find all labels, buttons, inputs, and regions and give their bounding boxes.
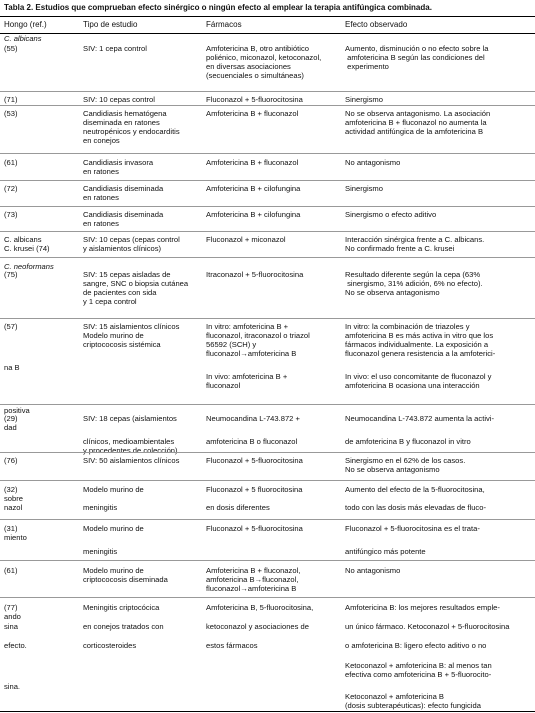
cell-efecto: No se observa antagonismo. La asociación amfotericina B + fluconazol no aumenta la actividad antifúngica de la amfotericina B	[345, 109, 491, 137]
row-divider	[0, 480, 535, 481]
cell-farmacos: Amfotericina B + cilofungina	[206, 184, 301, 193]
cell-farmacos: Amfotericina B + fluconazol	[206, 109, 299, 118]
cell-tipo: meningitis	[83, 547, 118, 556]
cell-hongo: efecto.	[4, 641, 27, 650]
cell-farmacos: Amfotericina B, 5-fluorocitosina,	[206, 603, 314, 612]
cell-farmacos: Fluconazol + miconazol	[206, 235, 286, 244]
cell-efecto: Sinergismo	[345, 95, 383, 104]
cell-farmacos: estos fármacos	[206, 641, 258, 650]
row-divider	[0, 452, 535, 453]
row-divider	[0, 519, 535, 520]
cell-hongo: (32) sobre	[4, 485, 23, 504]
cell-efecto: No antagonismo	[345, 158, 401, 167]
cell-efecto: Fluconazol + 5-fluorocitosina es el trata-	[345, 524, 480, 533]
cell-efecto: Sinergismo en el 62% de los casos. No se observa antagonismo	[345, 456, 466, 475]
cell-hongo: (55)	[4, 44, 18, 53]
cell-efecto: Sinergismo o efecto aditivo	[345, 210, 437, 219]
row-divider	[0, 180, 535, 181]
cell-efecto: antifúngico más potente	[345, 547, 426, 556]
cell-hongo: (77) ando	[4, 603, 21, 622]
cell-farmacos: ketoconazol y asociaciones de	[206, 622, 310, 631]
cell-tipo: Modelo murino de criptococosis diseminada	[83, 566, 168, 585]
cell-efecto: Sinergismo	[345, 184, 383, 193]
cell-efecto: de amfotericina B y fluconazol in vitro	[345, 437, 471, 446]
row-divider	[0, 597, 535, 598]
cell-farmacos: Amfotericina B + fluconazol	[206, 158, 299, 167]
cell-hongo: (76)	[4, 456, 18, 465]
cell-efecto: o amfotericina B: ligero efecto aditivo o no	[345, 641, 487, 650]
cell-tipo: Meningitis criptocócica	[83, 603, 160, 612]
cell-hongo: nazol	[4, 503, 23, 512]
row-divider	[0, 153, 535, 154]
row-divider	[0, 404, 535, 405]
cell-hongo: (29) dad	[4, 414, 18, 433]
row-divider	[0, 231, 535, 232]
cell-farmacos: Fluconazol + 5 fluorocitosina	[206, 485, 303, 494]
cell-farmacos: In vitro: amfotericina B + fluconazol, itraconazol o triazol 56592 (SCH) y fluconazol→amfotericina B	[206, 322, 310, 359]
cell-farmacos: Fluconazol + 5-fluorocitosina	[206, 524, 303, 533]
cell-efecto: Ketoconazol + amfotericina B: al menos tan efectiva como amfotericina B + 5-fluorocito-	[345, 661, 492, 680]
cell-efecto: todo con las dosis más elevadas de fluco-	[345, 503, 486, 512]
cell-hongo: (31) miento	[4, 524, 27, 543]
cell-efecto: In vivo: el uso concomitante de fluconazol y amfotericina B ocasiona una interacción	[345, 372, 492, 391]
cell-farmacos: en dosis diferentes	[206, 503, 270, 512]
cell-farmacos: In vivo: amfotericina B + fluconazol	[206, 372, 288, 391]
cell-efecto: Aumento, disminución o no efecto sobre la amfotericina B según las condiciones del experimento	[345, 44, 489, 72]
cell-efecto: Neumocandina L-743.872 aumenta la activi-	[345, 414, 495, 423]
cell-tipo: Candidiasis invasora en ratones	[83, 158, 154, 177]
cell-tipo: clínicos, medioambientales y procedentes de colección)	[83, 437, 178, 456]
section-albicans: C. albicans	[4, 34, 42, 43]
cell-hongo: (71)	[4, 95, 18, 104]
cell-hongo: (73)	[4, 210, 18, 219]
cell-hongo: sina.	[4, 682, 21, 691]
cell-efecto: un único fármaco. Ketoconazol + 5-fluorocitosina	[345, 622, 510, 631]
cell-tipo: meningitis	[83, 503, 118, 512]
cell-hongo: (57)	[4, 322, 18, 331]
cell-hongo: sina	[4, 622, 18, 631]
section-neoformans: C. neoformans	[4, 262, 54, 271]
cell-hongo: (61)	[4, 566, 18, 575]
cell-tipo: SIV: 18 cepas (aislamientos	[83, 414, 177, 423]
cell-tipo: SIV: 50 aislamientos clínicos	[83, 456, 180, 465]
table-caption: Tabla 2. Estudios que comprueban efecto sinérgico o ningún efecto al emplear la terapia antifúngica combinada.	[4, 3, 432, 12]
cell-tipo: Modelo murino de	[83, 524, 144, 533]
row-divider	[0, 105, 535, 106]
cell-farmacos: Amfotericina B + fluconazol, amfotericina B→fluconazol, fluconazol→amfotericina B	[206, 566, 301, 594]
cell-efecto: Resultado diferente según la cepa (63% sinergismo, 31% adición, 6% no efecto). No se observa antagonismo	[345, 270, 483, 298]
cell-tipo: Candidiasis diseminada en ratones	[83, 210, 164, 229]
cell-hongo: (53)	[4, 109, 18, 118]
row-divider	[0, 206, 535, 207]
row-divider	[0, 257, 535, 258]
table-bottom-rule	[0, 711, 535, 712]
cell-efecto: Interacción sinérgica frente a C. albicans. No confirmado frente a C. krusei	[345, 235, 485, 254]
cell-tipo: Candidiasis hematógena diseminada en ratones neutropénicos y endocarditis en conejos	[83, 109, 180, 146]
cell-hongo: C. albicans C. krusei (74)	[4, 235, 50, 254]
cell-efecto: Aumento del efecto de la 5-fluorocitosina,	[345, 485, 485, 494]
header-farmacos: Fármacos	[206, 20, 242, 29]
cell-efecto: Amfotericina B: los mejores resultados emple-	[345, 603, 500, 612]
cell-farmacos: Neumocandina L-743.872 +	[206, 414, 300, 423]
cell-tipo: SIV: 10 cepas (cepas control y aislamientos clínicos)	[83, 235, 180, 254]
cell-farmacos: Fluconazol + 5-fluorocitosina	[206, 95, 303, 104]
cell-farmacos: Fluconazol + 5-fluorocitosina	[206, 456, 303, 465]
table-header	[0, 16, 535, 34]
cell-tipo: Candidiasis diseminada en ratones	[83, 184, 164, 203]
cell-tipo: SIV: 1 cepa control	[83, 44, 147, 53]
cell-hongo: na B	[4, 363, 20, 372]
cell-tipo: Modelo murino de	[83, 485, 144, 494]
cell-tipo: en conejos tratados con	[83, 622, 164, 631]
header-efecto: Efecto observado	[345, 20, 408, 29]
header-tipo: Tipo de estudio	[83, 20, 138, 29]
cell-efecto: In vitro: la combinación de triazoles y amfotericina B es más activa in vitro que los fármacos individualmente. La exposición a fluconazol genera resistencia a la amfoterici-	[345, 322, 496, 359]
cell-tipo: SIV: 15 aislamientos clínicos Modelo murino de criptococosis sistémica	[83, 322, 180, 350]
cell-hongo: (72)	[4, 184, 18, 193]
cell-hongo: (61)	[4, 158, 18, 167]
row-divider	[0, 318, 535, 319]
cell-hongo: (75)	[4, 270, 18, 279]
cell-tipo: corticosteroides	[83, 641, 137, 650]
cell-farmacos: amfotericina B o fluconazol	[206, 437, 298, 446]
cell-efecto: Ketoconazol + amfotericina B (dosis subterapéuticas): efecto fungicida	[345, 692, 481, 711]
cell-farmacos: Amfotericina B, otro antibiótico poliénico, miconazol, ketoconazol, en diversas asociaciones (secuenciales o simultáneas)	[206, 44, 322, 81]
cell-efecto: No antagonismo	[345, 566, 401, 575]
cell-tipo: SIV: 10 cepas control	[83, 95, 155, 104]
cell-farmacos: Itraconazol + 5-fluorocitosina	[206, 270, 304, 279]
cell-tipo: SIV: 15 cepas aisladas de sangre, SNC o biopsia cutánea de pacientes con sida y 1 cepa control	[83, 270, 189, 307]
cell-farmacos: Amfotericina B + cilofungina	[206, 210, 301, 219]
row-divider	[0, 560, 535, 561]
header-hongo: Hongo (ref.)	[4, 20, 47, 29]
row-divider	[0, 91, 535, 92]
cell-hongo: positiva	[4, 406, 30, 415]
